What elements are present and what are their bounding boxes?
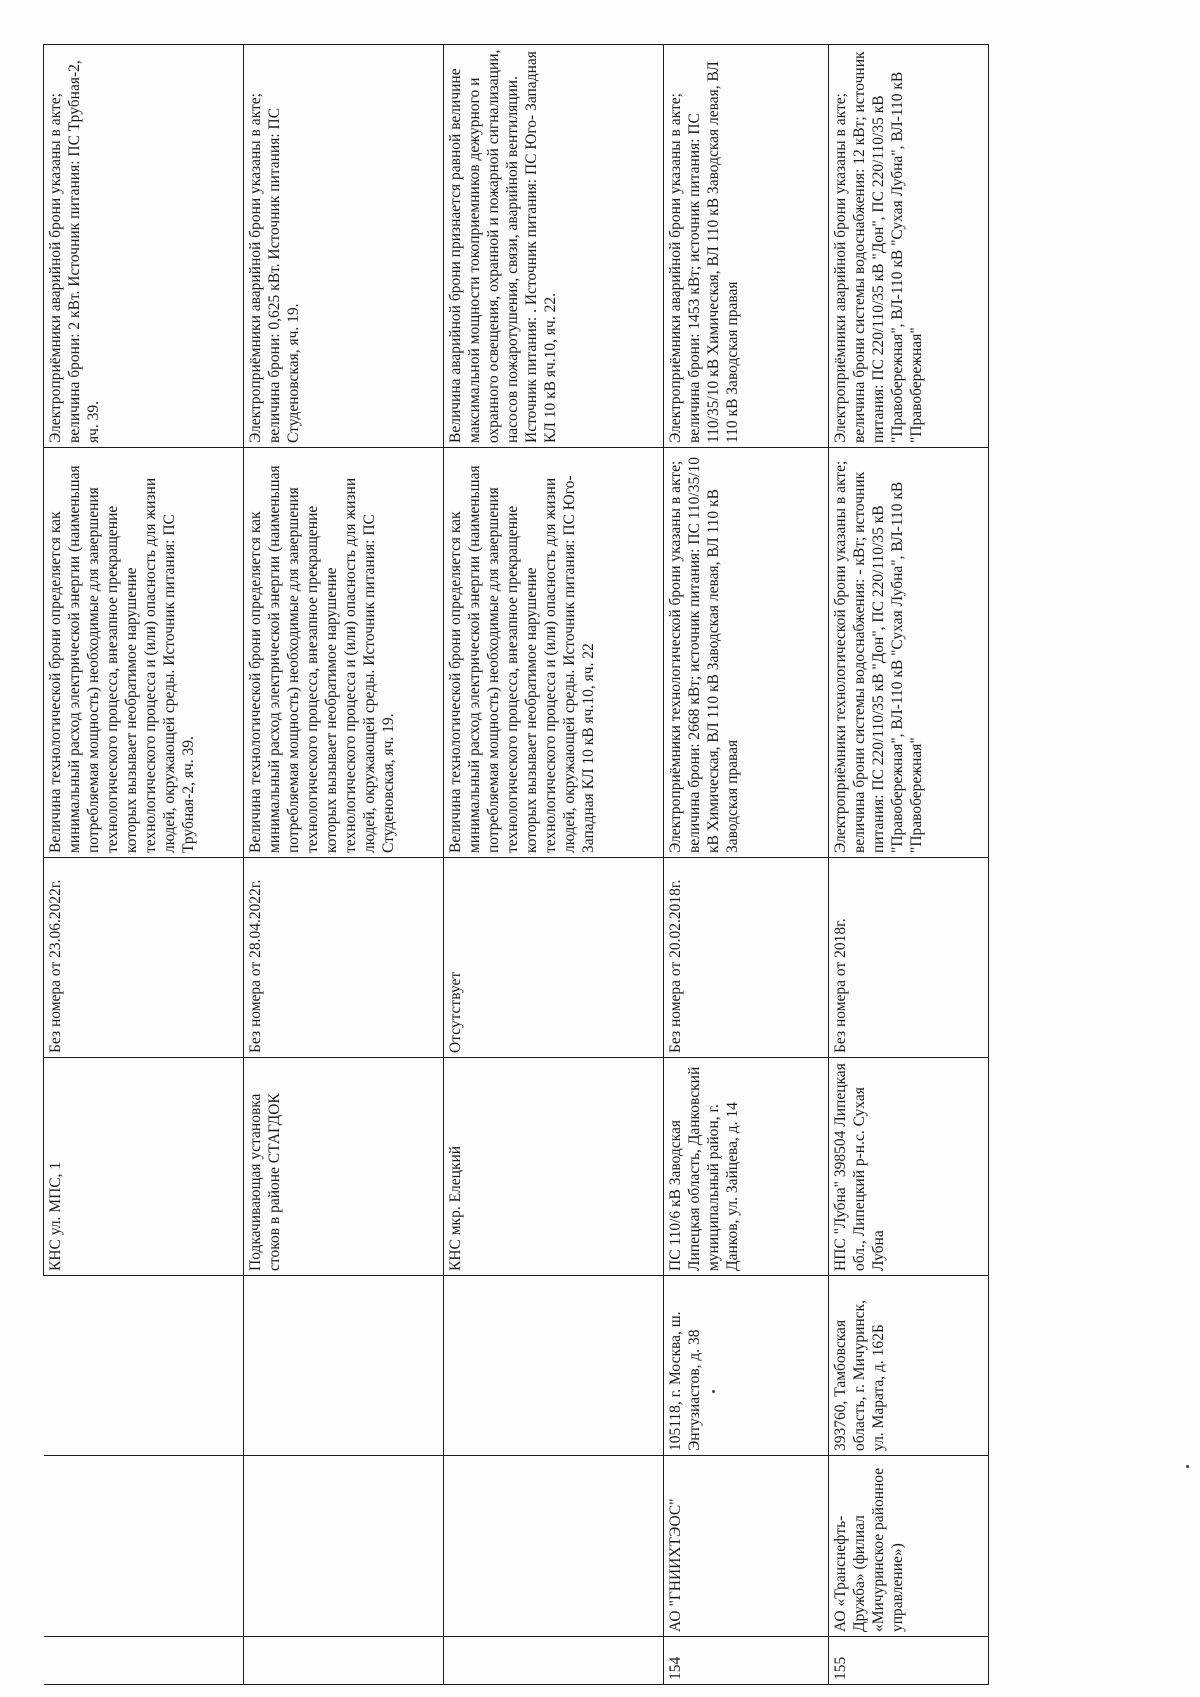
organization-cell: АО «Транснефть-Дружба» (филиал «Мичуринское районное управление») [829,1456,989,1637]
table-row [444,45,664,1685]
row-number-cell [244,1637,444,1685]
scan-speck [1186,1465,1189,1468]
emergency-reserve-cell: Величина аварийной брони признается равной величине максимальной мощности токоприемников дежурного и охранного освещения, охранной и пожарной сигнализации, насосов пожаротушения, связи, аварийной вентиляции. Источник питания: . Источник питания: ПС Юго- Западная КЛ 10 кВ яч.10, яч. 22. [444,45,664,448]
table-row [244,45,444,1685]
object-cell: НПС "Лубна" 398504 Липецкая обл., Липецкий р-н.с. Сухая Лубна [829,1058,989,1276]
object-cell: Подкачивающая установка стоков в районе СТАГДОК [244,1058,444,1276]
act-cell: Отсутствует [444,858,664,1058]
object-cell: КНС мкр. Елецкий [444,1058,664,1276]
organization-cell [444,1456,664,1637]
emergency-reserve-cell: Электроприёмники аварийной брони указаны в акте; величина брони системы водоснабжения: 12 кВт; источник питания: ПС 220/110/35 кВ "Дон", ПС 220/110/35 кВ "Правобережная", ВЛ-110 кВ "Сухая Лубна", ВЛ-110 кВ "Правобережная" [829,45,989,448]
organization-cell [244,1456,444,1637]
emergency-reserve-cell: Электроприёмники аварийной брони указаны в акте; величина брони: 0,625 кВт. Источник питания: ПС Студеновская, яч. 19. [244,45,444,448]
table-row [664,45,829,1685]
address-cell [444,1276,664,1456]
table-row [829,45,989,1685]
technological-reserve-cell: Величина технологической брони определяется как минимальный расход электрической энергии (наименьшая потребляемая мощность) необходимые для завершения технологического процесса, внезапное прекращение которых вызывает необратимое нарушение технологического процесса и (или) опасность для жизни людей, окружающей среды. Источник питания: ПС Студеновская, яч. 19. [244,448,444,858]
address-cell [44,1276,244,1456]
emergency-reserve-cell: Электроприёмники аварийной брони указаны в акте; величина брони: 2 кВт. Источник питания: ПС Трубная-2, яч. 39. [44,45,244,448]
organization-cell: АО "ГНИИХТЭОС" [664,1456,829,1637]
scan-speck [712,1390,715,1393]
act-cell: Без номера от 20.02.2018г. [664,858,829,1058]
row-number-cell: 154 [664,1637,829,1685]
power-reserve-table [43,44,989,1685]
row-number-cell [444,1637,664,1685]
technological-reserve-cell: Электроприёмники технологической брони указаны в акте; величина брони системы водоснабжения: - кВт; источник питания: ПС 220/110/35 кВ "Дон", ПС 220/110/35 кВ "Правобережная", ВЛ-110 кВ "Сухая Лубна", ВЛ-110 кВ "Правобережная" [829,448,989,858]
address-cell: 105118, г. Москва, ш. Энтузиастов, д. 38 [664,1276,829,1456]
table-row [44,45,244,1685]
technological-reserve-cell: Величина технологической брони определяется как минимальный расход электрической энергии (наименьшая потребляемая мощность) необходимые для завершения технологического процесса, внезапное прекращение которых вызывает необратимое нарушение технологического процесса и (или) опасность для жизни людей, окружающей среды. Источник питания: ПС Юго- Западная КЛ 10 кВ яч.10, яч. 22 [444,448,664,858]
object-cell: КНС ул. МПС, 1 [44,1058,244,1276]
emergency-reserve-cell: Электроприёмники аварийной брони указаны в акте; величина брони: 1453 кВт; источник питания: ПС 110/35/10 кВ Химическая, ВЛ 110 кВ Заводская левая, ВЛ 110 кВ Заводская правая [664,45,829,448]
address-cell: 393760, Тамбовская область, г. Мичуринск, ул. Марата, д. 162Б [829,1276,989,1456]
address-cell [244,1276,444,1456]
act-cell: Без номера от 28.04.2022г. [244,858,444,1058]
act-cell: Без номера от 2018г. [829,858,989,1058]
organization-cell [44,1456,244,1637]
technological-reserve-cell: Величина технологической брони определяется как минимальный расход электрической энергии (наименьшая потребляемая мощность) необходимые для завершения технологического процесса, внезапное прекращение которых вызывает необратимое нарушение технологического процесса и (или) опасность для жизни людей, окружающей среды. Источник питания: ПС Трубная-2, яч. 39. [44,448,244,858]
row-number-cell [44,1637,244,1685]
row-number-cell: 155 [829,1637,989,1685]
rotated-table-container [43,45,988,1685]
act-cell: Без номера от 23.06.2022г. [44,858,244,1058]
object-cell: ПС 110/6 кВ Заводская Липецкая область, Данковский муниципальный район, г. Данков, ул. Зайцева, д. 14 [664,1058,829,1276]
technological-reserve-cell: Электроприёмники технологической брони указаны в акте; величина брони: 2668 кВт; источник питания: ПС 110/35/10 кВ Химическая, ВЛ 110 кВ Заводская левая, ВЛ 110 кВ Заводская правая [664,448,829,858]
